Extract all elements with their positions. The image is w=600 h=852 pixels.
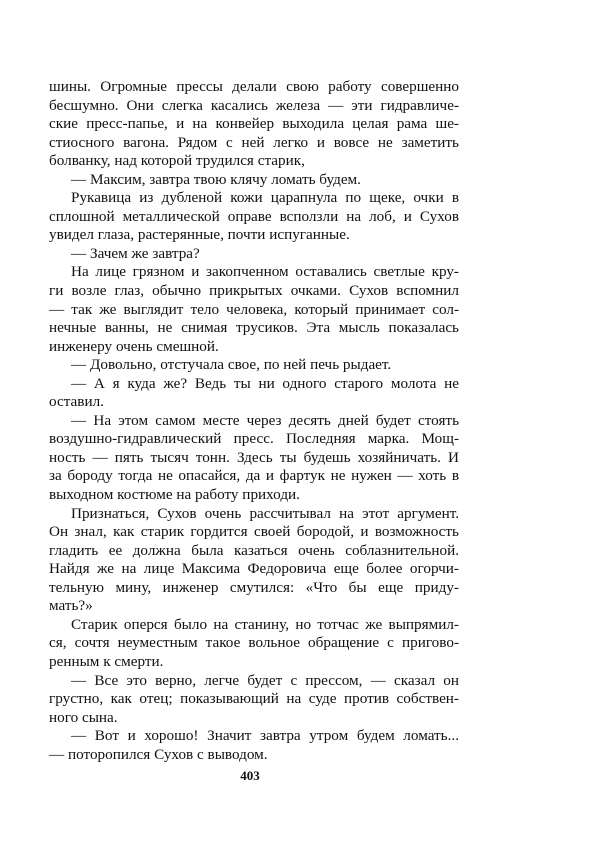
text-line: тельную мину, инженер смутился: «Что бы еще приду- [49,578,459,596]
text-line: Признаться, Сухов очень рассчитывал на этот аргумент. [71,504,459,522]
text-line: — поторопился Сухов с выводом. [49,745,268,763]
text-line: за бороду тогда не опасайся, да и фартук не нужен — хоть в [49,467,459,485]
text-line: — Довольно, отстучала свое, по ней печь рыдает. [71,356,392,374]
text-line: — А я куда же? Ведь ты ни одного старого молота не [71,374,459,392]
text-line: воздушно-гидравлический пресс. Последняя марка. Мощ- [49,430,459,448]
text-line: выходном костюме на работу приходи. [49,486,300,504]
text-line: бесшумно. Они слегка касались железа — эти гидравличе- [49,96,459,114]
text-line: сплошной металлической оправе всползли на лоб, и Сухов [49,207,459,225]
text-line: оставил. [49,393,104,411]
text-line: грустно, как отец; показывающий на суде против собствен- [49,690,459,708]
text-line: гладить ее должна была казаться очень соблазнительной. [49,541,459,559]
text-line: увидел глаза, растерянные, почти испуганные. [49,226,350,244]
text-line: Старик оперся было на станину, но тотчас же выпрямил- [71,615,459,633]
page-number: 403 [240,768,260,783]
text-line: На лице грязном и закопченном оставались светлые кру- [71,263,459,281]
text-line: — Зачем же завтра? [71,244,200,262]
text-line: ность — пять тысяч тонн. Здесь ты будешь хозяйничать. И [49,448,459,466]
text-line: — Максим, завтра твою клячу ломать будем. [71,170,361,188]
text-line: ские пресс-папье, и на конвейер выходила целая рама ше- [49,115,459,133]
text-line: болванку, над которой трудился старик, [49,152,305,170]
text-line: ся, сочтя неуместным такое вольное обращение с пригово- [49,634,459,652]
text-line: — На этом самом месте через десять дней будет стоять [71,411,459,429]
text-line: ного сына. [49,708,118,726]
text-line: — так же выглядит тело человека, который принимает сол- [49,300,459,318]
text-line: Рукавица из дубленой кожи царапнула по щеке, очки в [71,189,459,207]
text-line: Он знал, как старик гордится своей бородой, и возможность [49,523,459,541]
text-line: ги возле глаз, обычно прикрытых очками. Сухов вспомнил [49,282,459,300]
text-line: стиосного вагона. Рядом с ней легко и вовсе не заметить [49,133,459,151]
text-line: инженеру очень смешной. [49,337,219,355]
body-text [49,78,459,764]
text-line: — Вот и хорошо! Значит завтра утром будем ломать... [71,727,459,745]
text-line: нечные ванны, не снимая трусиков. Эта мысль показалась [49,319,459,337]
text-line: ренным к смерти. [49,652,164,670]
text-line: мать?» [49,597,93,615]
text-line: — Все это верно, легче будет с прессом, — сказал он [71,671,459,689]
text-line: Найдя же на лице Максима Федоровича еще более огорчи- [49,560,459,578]
text-line: шины. Огромные прессы делали свою работу совершенно [49,78,459,95]
